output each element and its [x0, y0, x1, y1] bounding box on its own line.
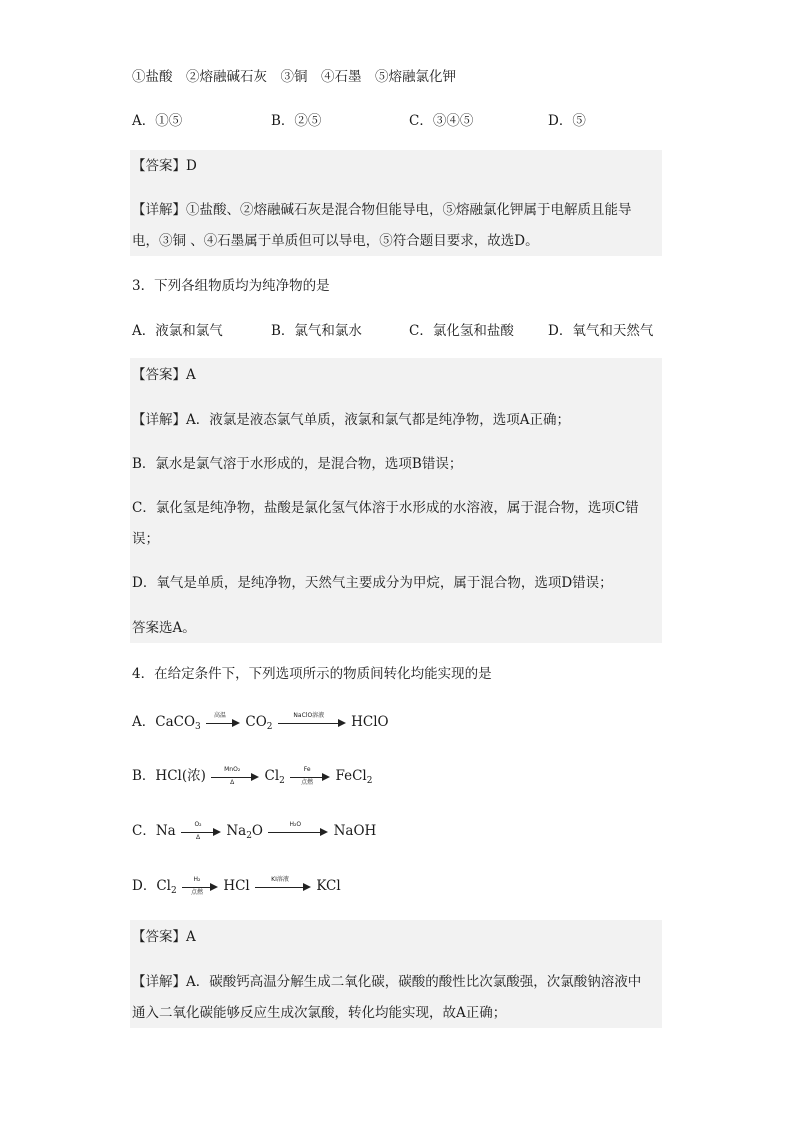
- arrow-condition-below: Δ: [230, 778, 235, 786]
- reaction-arrow-icon: [206, 713, 240, 733]
- option-label: B．: [132, 768, 156, 784]
- q2-option-d: D．⑤: [548, 113, 586, 129]
- q2-option-b: B．②⑤: [271, 113, 322, 129]
- species: Cl: [264, 768, 280, 784]
- q3-detail-line-3: C．氯化氢是纯净物，盐酸是氯化氢气体溶于水形成的水溶液，属于混合物，选项C错: [132, 500, 639, 516]
- species: FeCl: [335, 768, 367, 784]
- subscript: 2: [366, 776, 373, 786]
- arrow-condition: H₂O: [289, 820, 302, 828]
- arrow-condition: H₂: [193, 875, 201, 883]
- species: Na: [155, 823, 176, 839]
- q4-answer: 【答案】A: [132, 929, 196, 945]
- arrow-condition-below: 点燃: [301, 778, 314, 786]
- species: Cl: [156, 878, 171, 894]
- items-line: ①盐酸 ②熔融碱石灰 ③铜 ④石墨 ⑤熔融氯化钾: [132, 69, 456, 85]
- arrow-condition: O₂: [194, 820, 202, 828]
- species: O: [251, 823, 263, 839]
- reaction-arrow-icon: [255, 877, 311, 897]
- species: KCl: [316, 878, 341, 894]
- q2-option-a: A．①⑤: [132, 113, 183, 129]
- q2-detail-line-2: 电，③铜 、④石墨属于单质但可以导电，⑤符合题目要求，故选D。: [132, 233, 539, 249]
- reaction-arrow-icon: [278, 713, 346, 733]
- q3-detail-line-4: 误；: [132, 531, 159, 547]
- option-label: C．: [132, 823, 156, 839]
- species: HCl: [223, 878, 250, 894]
- q4-stem: 4．在给定条件下，下列选项所示的物质间转化均能实现的是: [132, 666, 492, 682]
- arrow-condition: KI溶液: [271, 875, 289, 883]
- species: CO: [245, 714, 267, 730]
- arrow-condition: NaClO溶液: [293, 711, 325, 719]
- q4-option-a: [132, 711, 389, 738]
- q3-option-c: C．氯化氢和盐酸: [409, 323, 514, 339]
- subscript: 2: [279, 776, 285, 786]
- species: HCl(浓): [155, 768, 206, 784]
- q4-option-d: [132, 875, 341, 902]
- q3-stem: 3．下列各组物质均为纯净物的是: [132, 278, 330, 294]
- q3-option-d: D．氧气和天然气: [548, 323, 654, 339]
- subscript: 3: [195, 722, 201, 732]
- arrow-condition: MnO₂: [224, 765, 241, 773]
- species: NaOH: [333, 823, 377, 839]
- q2-answer: 【答案】D: [132, 158, 197, 174]
- species: HClO: [351, 714, 389, 730]
- arrow-condition-below: Δ: [195, 833, 201, 841]
- q3-detail-line-5: D．氧气是单质，是纯净物，天然气主要成分为甲烷，属于混合物，选项D错误；: [132, 575, 613, 591]
- arrow-condition: 高温: [214, 711, 227, 719]
- subscript: 2: [170, 886, 177, 896]
- reaction-arrow-icon: [182, 877, 218, 897]
- species: CaCO: [155, 714, 196, 730]
- arrow-condition-below: 点燃: [191, 888, 204, 896]
- q2-detail-line-1: 【详解】①盐酸、②熔融碱石灰是混合物但能导电，⑤熔融氯化钾属于电解质且能导: [132, 202, 632, 218]
- q4-option-c: [132, 820, 376, 847]
- option-label: D．: [132, 878, 157, 894]
- q4-option-b: [132, 765, 372, 792]
- q3-answer: 【答案】A: [132, 367, 196, 383]
- species: Na: [226, 823, 247, 839]
- option-label: A．: [132, 714, 156, 730]
- q3-detail-line-2: B．氯水是氯气溶于水形成的，是混合物，选项B错误；: [132, 456, 463, 472]
- reaction-arrow-icon: [268, 822, 328, 842]
- reaction-arrow-icon: [290, 767, 330, 787]
- subscript: 2: [266, 722, 273, 732]
- q3-option-a: A．液氯和氯气: [132, 323, 223, 339]
- q4-detail-line-2: 通入二氧化碳能够反应生成次氯酸，转化均能实现，故A正确；: [132, 1005, 507, 1021]
- q3-detail-line-6: 答案选A。: [132, 620, 196, 636]
- q2-option-c: C．③④⑤: [409, 113, 474, 129]
- arrow-condition: Fe: [303, 765, 311, 773]
- subscript: 2: [246, 831, 252, 841]
- q3-detail-line-1: 【详解】A．液氯是液态氯气单质，液氯和氯气都是纯净物，选项A正确；: [132, 412, 570, 428]
- reaction-arrow-icon: [211, 767, 259, 787]
- reaction-arrow-icon: [181, 822, 221, 842]
- q4-detail-line-1: 【详解】A．碳酸钙高温分解生成二氧化碳，碳酸的酸性比次氯酸强，次氯酸钠溶液中: [132, 974, 642, 990]
- q3-option-b: B．氯气和氯水: [271, 323, 362, 339]
